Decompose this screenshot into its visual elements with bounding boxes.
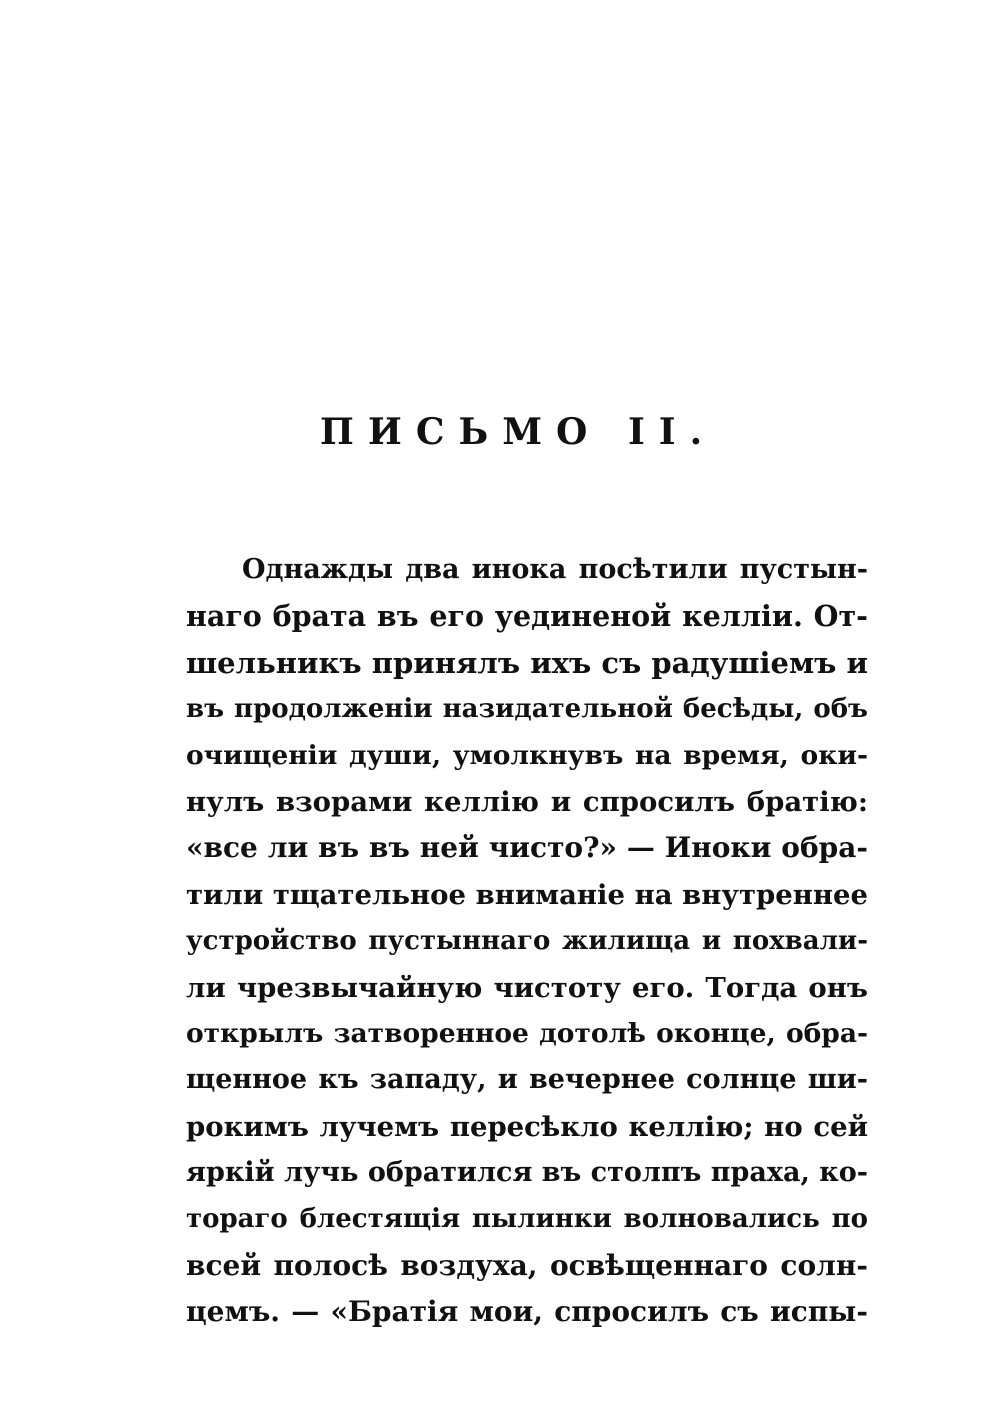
text-line: наго брата въ его уединеной келліи. От- bbox=[186, 599, 868, 634]
text-line: «все ли въ въ ней чисто?» — Иноки обра- bbox=[186, 831, 868, 865]
text-line: тили тщательное вниманіе на внутреннее bbox=[186, 878, 868, 911]
text-line: щенное къ западу, и вечернее солнце ши- bbox=[186, 1064, 868, 1096]
text-line: шельникъ принялъ ихъ съ радушіемъ и bbox=[186, 645, 868, 680]
text-line: ли чрезвычайную чистоту его. Тогда онъ bbox=[186, 971, 868, 1004]
text-line: въ продолженіи назидательной бесѣды, объ bbox=[186, 694, 868, 725]
text-line: всей полосѣ воздуха, освѣщеннаго солн- bbox=[186, 1248, 868, 1282]
text-line: Однажды два инока посѣтили пустын- bbox=[242, 554, 868, 585]
text-line: очищеніи души, умолкнувъ на время, оки- bbox=[186, 739, 868, 771]
text-line: рокимъ лучемъ пересѣкло келлію; но сей bbox=[186, 1110, 868, 1143]
body-text bbox=[186, 547, 868, 1336]
text-line: яркій лучь обратился въ столпъ праха, ко- bbox=[186, 1157, 868, 1189]
text-line: нулъ взорами келлію и спросилъ братію: bbox=[186, 785, 868, 818]
text-line: тораго блестящія пылинки волновались по bbox=[186, 1204, 868, 1235]
text-line: открылъ затворенное дотолѣ оконце, обра- bbox=[186, 1017, 868, 1049]
text-line: устройство пустыннаго жилища и похвали- bbox=[186, 926, 868, 957]
text-line: цемъ. — «Братія мои, спросилъ съ испы- bbox=[186, 1295, 868, 1329]
chapter-title: ПИСЬМО II. bbox=[319, 411, 717, 453]
